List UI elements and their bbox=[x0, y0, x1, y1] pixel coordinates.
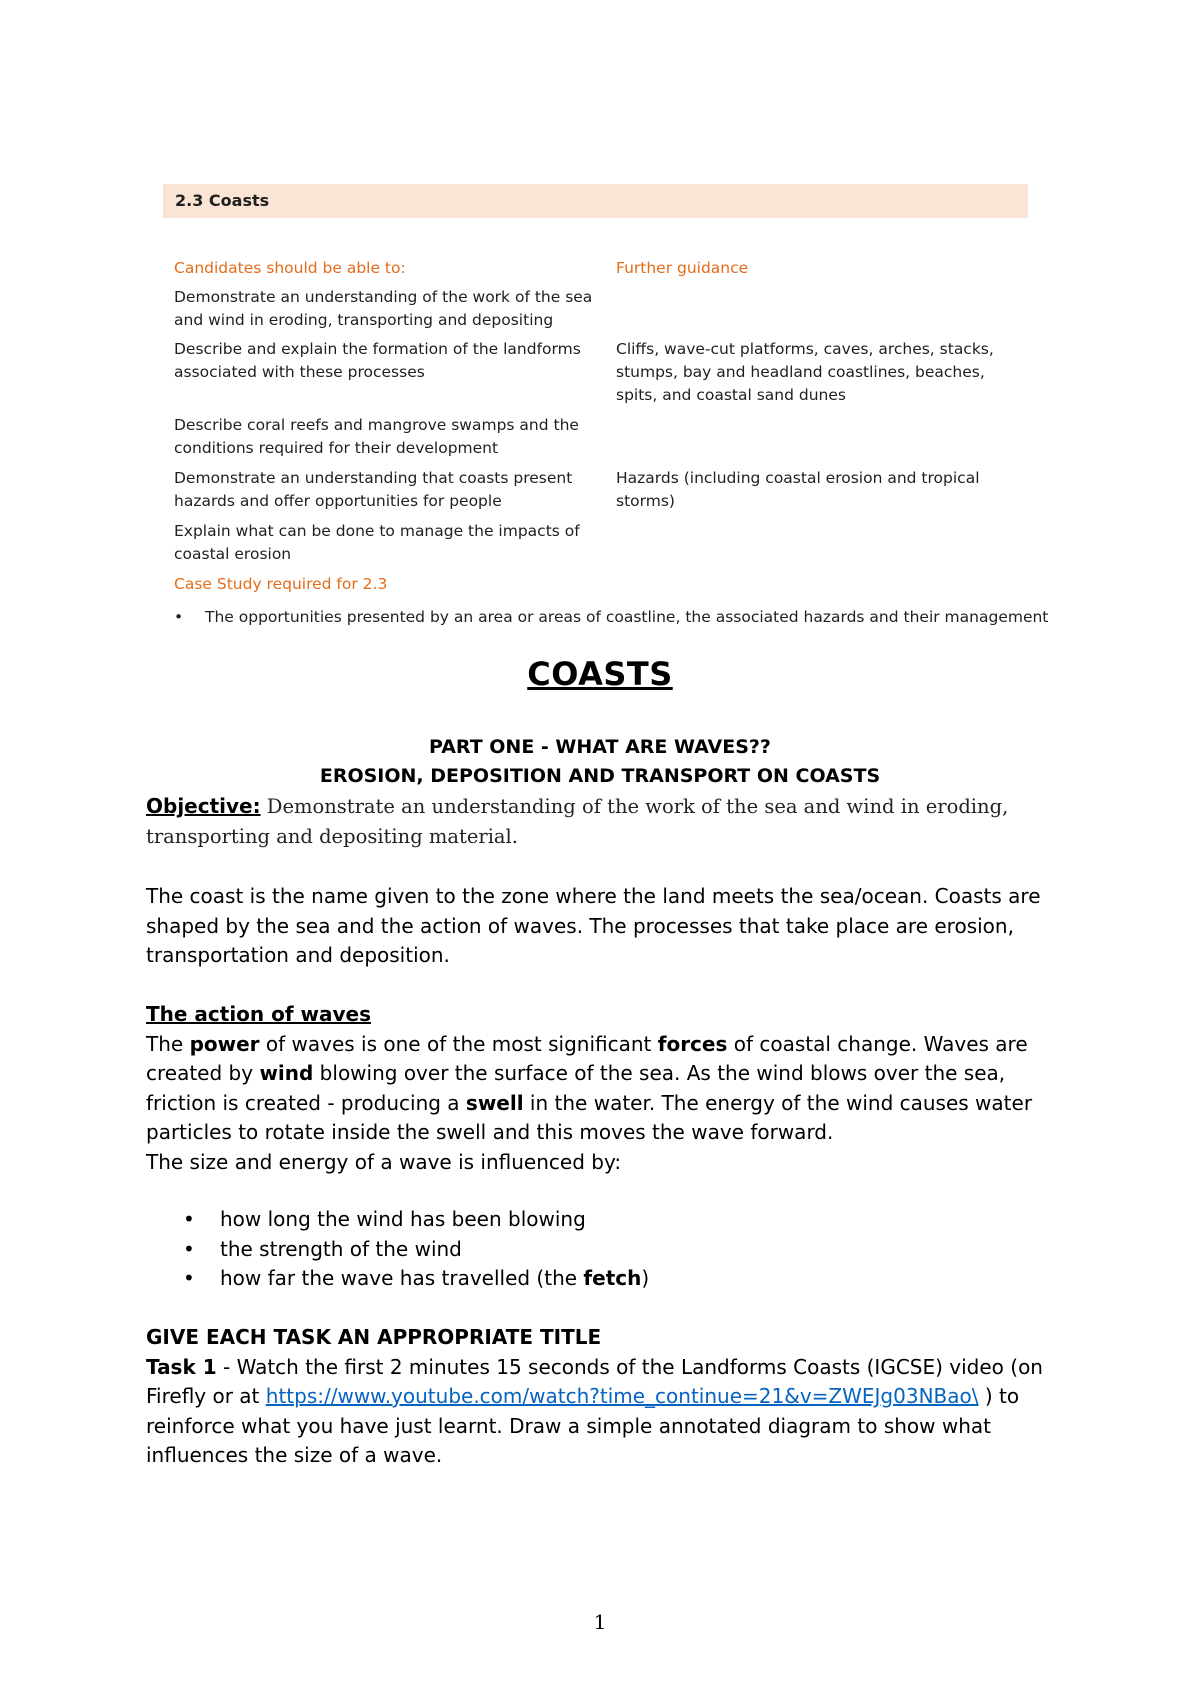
intro-paragraph: The coast is the name given to the zone where the land meets the sea/ocean. Coasts are shaped by the sea and the action of waves. The processes that take place are erosion, transportation and deposition. bbox=[146, 884, 1041, 967]
bullet-icon: • bbox=[174, 608, 184, 626]
task-1-paragraph bbox=[146, 1353, 1066, 1471]
case-study-text: The opportunities presented by an area or areas of coastline, the associated hazards and their management bbox=[205, 608, 1049, 626]
objective-paragraph bbox=[146, 792, 1066, 851]
syllabus-row-4-left: Demonstrate an understanding that coasts present hazards and offer opportunities for people bbox=[174, 469, 573, 510]
bullet-icon: • bbox=[183, 1236, 195, 1261]
objective-label: Objective: bbox=[146, 794, 261, 818]
list-item bbox=[146, 1205, 1066, 1235]
right-column-heading: Further guidance bbox=[616, 259, 749, 277]
page-title: COASTS bbox=[527, 655, 673, 693]
task-heading: GIVE EACH TASK AN APPROPRIATE TITLE bbox=[146, 1325, 602, 1349]
syllabus-row-4-right: Hazards (including coastal erosion and tropical storms) bbox=[616, 469, 980, 510]
waves-heading: The action of waves bbox=[146, 1002, 371, 1026]
influences-list-wrap bbox=[146, 1205, 1066, 1294]
bold-power: power bbox=[189, 1031, 260, 1056]
list-item-text: how long the wind has been blowing bbox=[220, 1207, 586, 1231]
objective-text: Demonstrate an understanding of the work of the sea and wind in eroding, transporting and depositing material. bbox=[146, 795, 1009, 848]
influences-list bbox=[146, 1205, 1066, 1294]
text-run: - Watch the first 2 minutes 15 seconds of the Landforms Coasts (IGCSE) video (on Firefly or at bbox=[146, 1354, 1043, 1408]
text-run: in the water. The energy of the wind causes water particles to rotate inside the swell and this moves the wave forward. bbox=[146, 1090, 1033, 1144]
list-item-text: the strength of the wind bbox=[220, 1236, 462, 1261]
list-item-text: ) bbox=[641, 1266, 650, 1290]
syllabus-row-2-left: Describe and explain the formation of the landforms associated with these processes bbox=[174, 340, 581, 381]
text-run: of coastal change. Waves are created by bbox=[146, 1031, 1028, 1085]
task-1-label: Task 1 bbox=[146, 1354, 217, 1379]
youtube-link[interactable]: https://www.youtube.com/watch?time_continue=21&v=ZWEJg03NBao\ bbox=[265, 1384, 979, 1408]
task-section bbox=[146, 1323, 1066, 1471]
bullet-icon: • bbox=[183, 1266, 195, 1290]
size-intro: The size and energy of a wave is influenced by: bbox=[146, 1149, 622, 1174]
waves-section bbox=[146, 1000, 1066, 1177]
waves-paragraph bbox=[146, 1030, 1066, 1148]
bold-swell: swell bbox=[465, 1090, 524, 1115]
text-run: blowing over the surface of the sea. As the wind blows over the sea, friction is created - producing a bbox=[146, 1061, 1006, 1115]
left-column-heading: Candidates should be able to: bbox=[174, 259, 406, 277]
bold-forces: forces bbox=[657, 1031, 728, 1056]
case-study-heading: Case Study required for 2.3 bbox=[174, 575, 388, 593]
syllabus-row-1-left: Demonstrate an understanding of the work of the sea and wind in eroding, transporting and depositing bbox=[174, 288, 593, 329]
list-item bbox=[146, 1264, 1066, 1294]
bold-fetch: fetch bbox=[583, 1266, 642, 1290]
list-item-text: how far the wave has travelled (the bbox=[220, 1266, 584, 1290]
syllabus-box bbox=[163, 184, 1049, 626]
list-item bbox=[146, 1235, 1066, 1265]
part-subheading: EROSION, DEPOSITION AND TRANSPORT ON COASTS bbox=[319, 765, 881, 787]
bullet-icon: • bbox=[183, 1207, 195, 1231]
syllabus-row-5-left: Explain what can be done to manage the impacts of coastal erosion bbox=[174, 522, 580, 563]
text-run: of waves is one of the most significant bbox=[259, 1031, 658, 1056]
part-heading: PART ONE - WHAT ARE WAVES?? bbox=[429, 736, 771, 758]
text-run: ) to reinforce what you have just learnt. Draw a simple annotated diagram to show what influences the size of a wave. bbox=[146, 1384, 1020, 1467]
syllabus-header: 2.3 Coasts bbox=[163, 184, 1028, 218]
syllabus-row-2-right: Cliffs, wave-cut platforms, caves, arches, stacks, stumps, bay and headland coastlines, beaches, spits, and coastal sand dunes bbox=[616, 340, 994, 404]
bold-wind: wind bbox=[259, 1061, 314, 1085]
text-run: The bbox=[146, 1031, 190, 1056]
syllabus-row-3-left: Describe coral reefs and mangrove swamps and the conditions required for their development bbox=[174, 416, 579, 457]
page-number: 1 bbox=[593, 1610, 607, 1634]
